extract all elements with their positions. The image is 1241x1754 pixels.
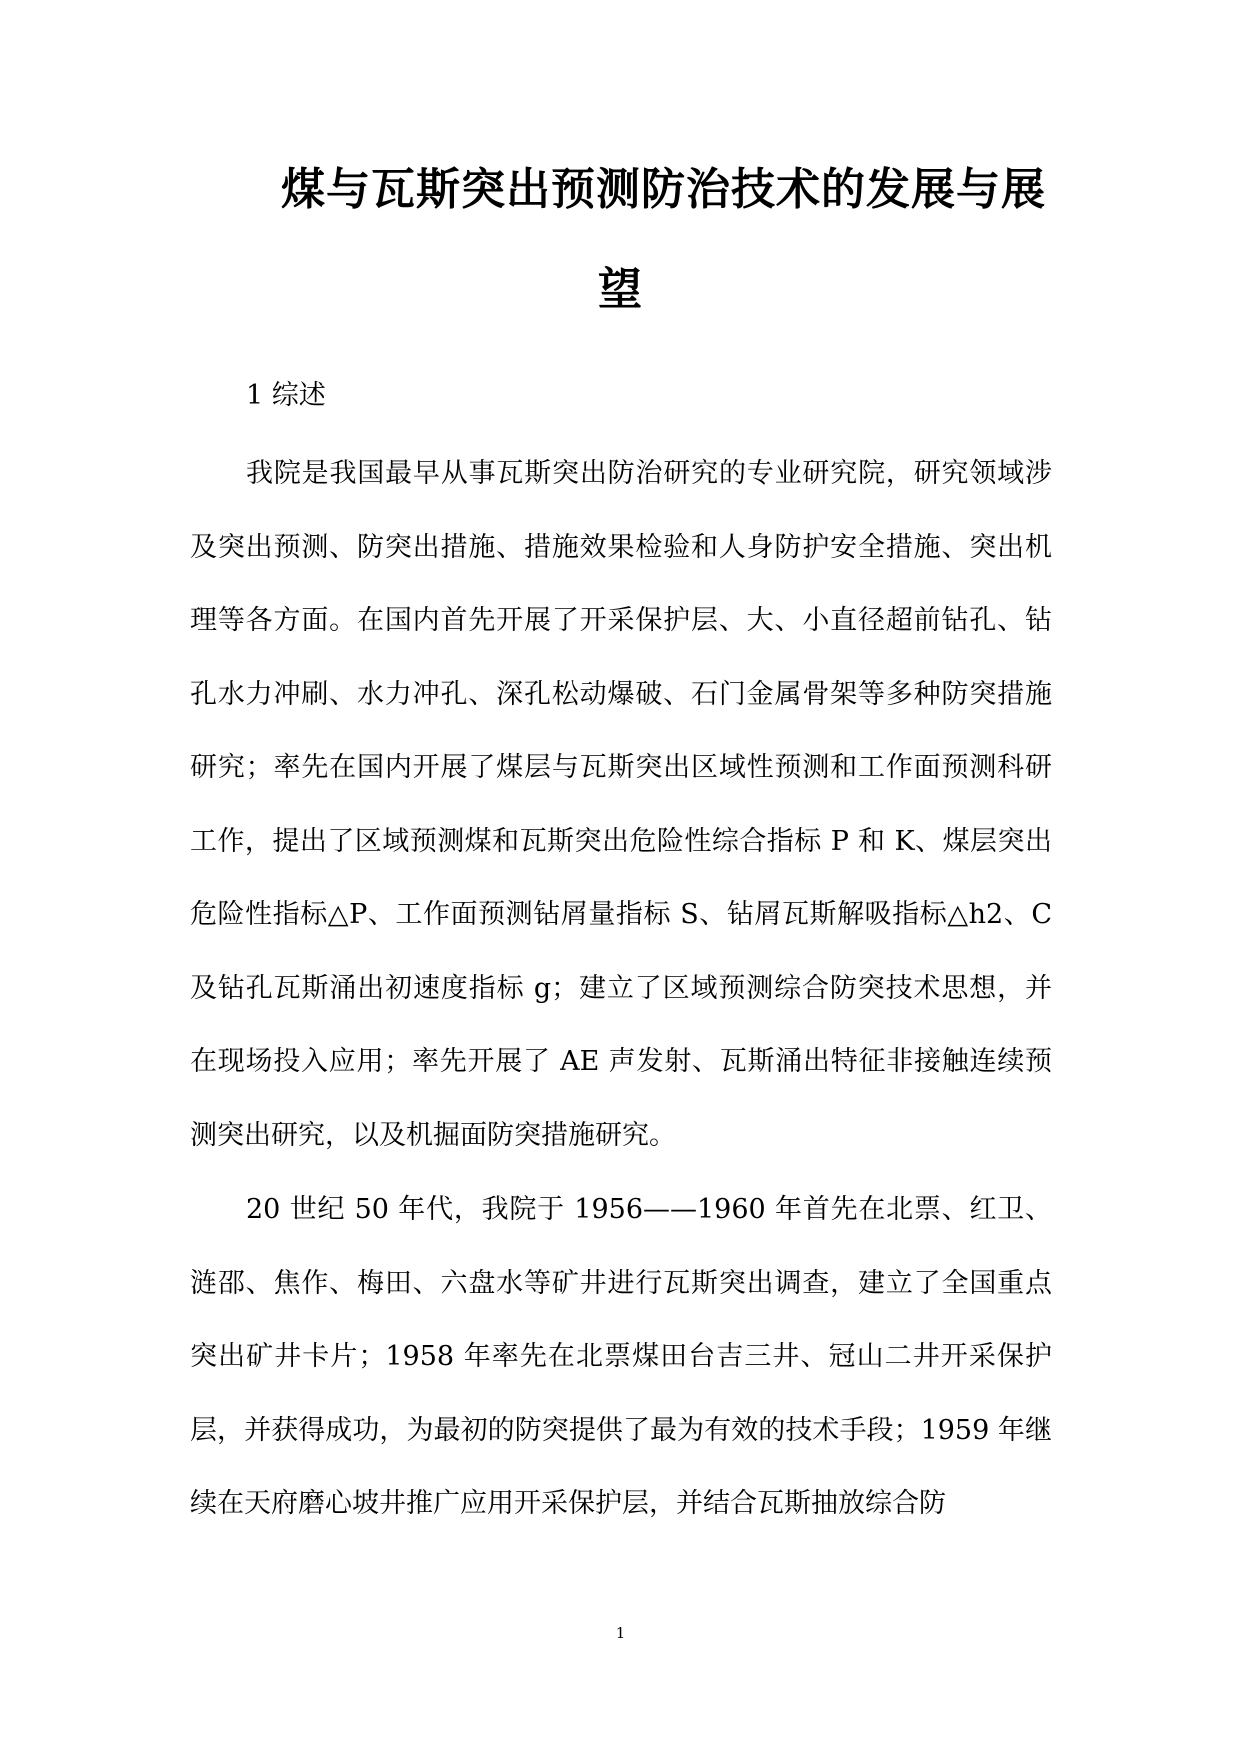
body-paragraph: 我院是我国最早从事瓦斯突出防治研究的专业研究院，研究领域涉及突出预测、防突出措施、措施效果检验和人身防护安全措施、突出机理等各方面。在国内首先开展了开采保护层、大、小直径超前钻孔、钻孔水力冲刷、水力冲孔、深孔松动爆破、石门金属骨架等多种防突措施研究；率先在国内开展了煤层与瓦斯突出区域性预测和工作面预测科研工作，提出了区域预测煤和瓦斯突出危险性综合指标 P 和 K、煤层突出危险性指标△P、工作面预测钻屑量指标 S、钻屑瓦斯解吸指标△h2、C 及钻孔瓦斯涌出初速度指标 g；建立了区域预测综合防突技术思想，并在现场投入应用；率先开展了 AE 声发射、瓦斯涌出特征非接触连续预测突出研究，以及机掘面防突措施研究。 xyxy=(190,458,1052,1151)
body-paragraph: 20 世纪 50 年代，我院于 1956——1960 年首先在北票、红卫、涟邵、焦作、梅田、六盘水等矿井进行瓦斯突出调查，建立了全国重点突出矿井卡片；1958 年率先在北票煤田台吉三井、冠山二井开采保护层，并获得成功，为最初的防突提供了最为有效的技术手段；1959 年继续在天府磨心坡井推广应用开采保护层，并结合瓦斯抽放综合防 xyxy=(190,1194,1052,1519)
section-heading: 1 综述 xyxy=(246,380,326,411)
page-number: 1 xyxy=(615,1624,626,1642)
document-title: 煤与瓦斯突出预测防治技术的发展与展望 xyxy=(281,164,1046,315)
